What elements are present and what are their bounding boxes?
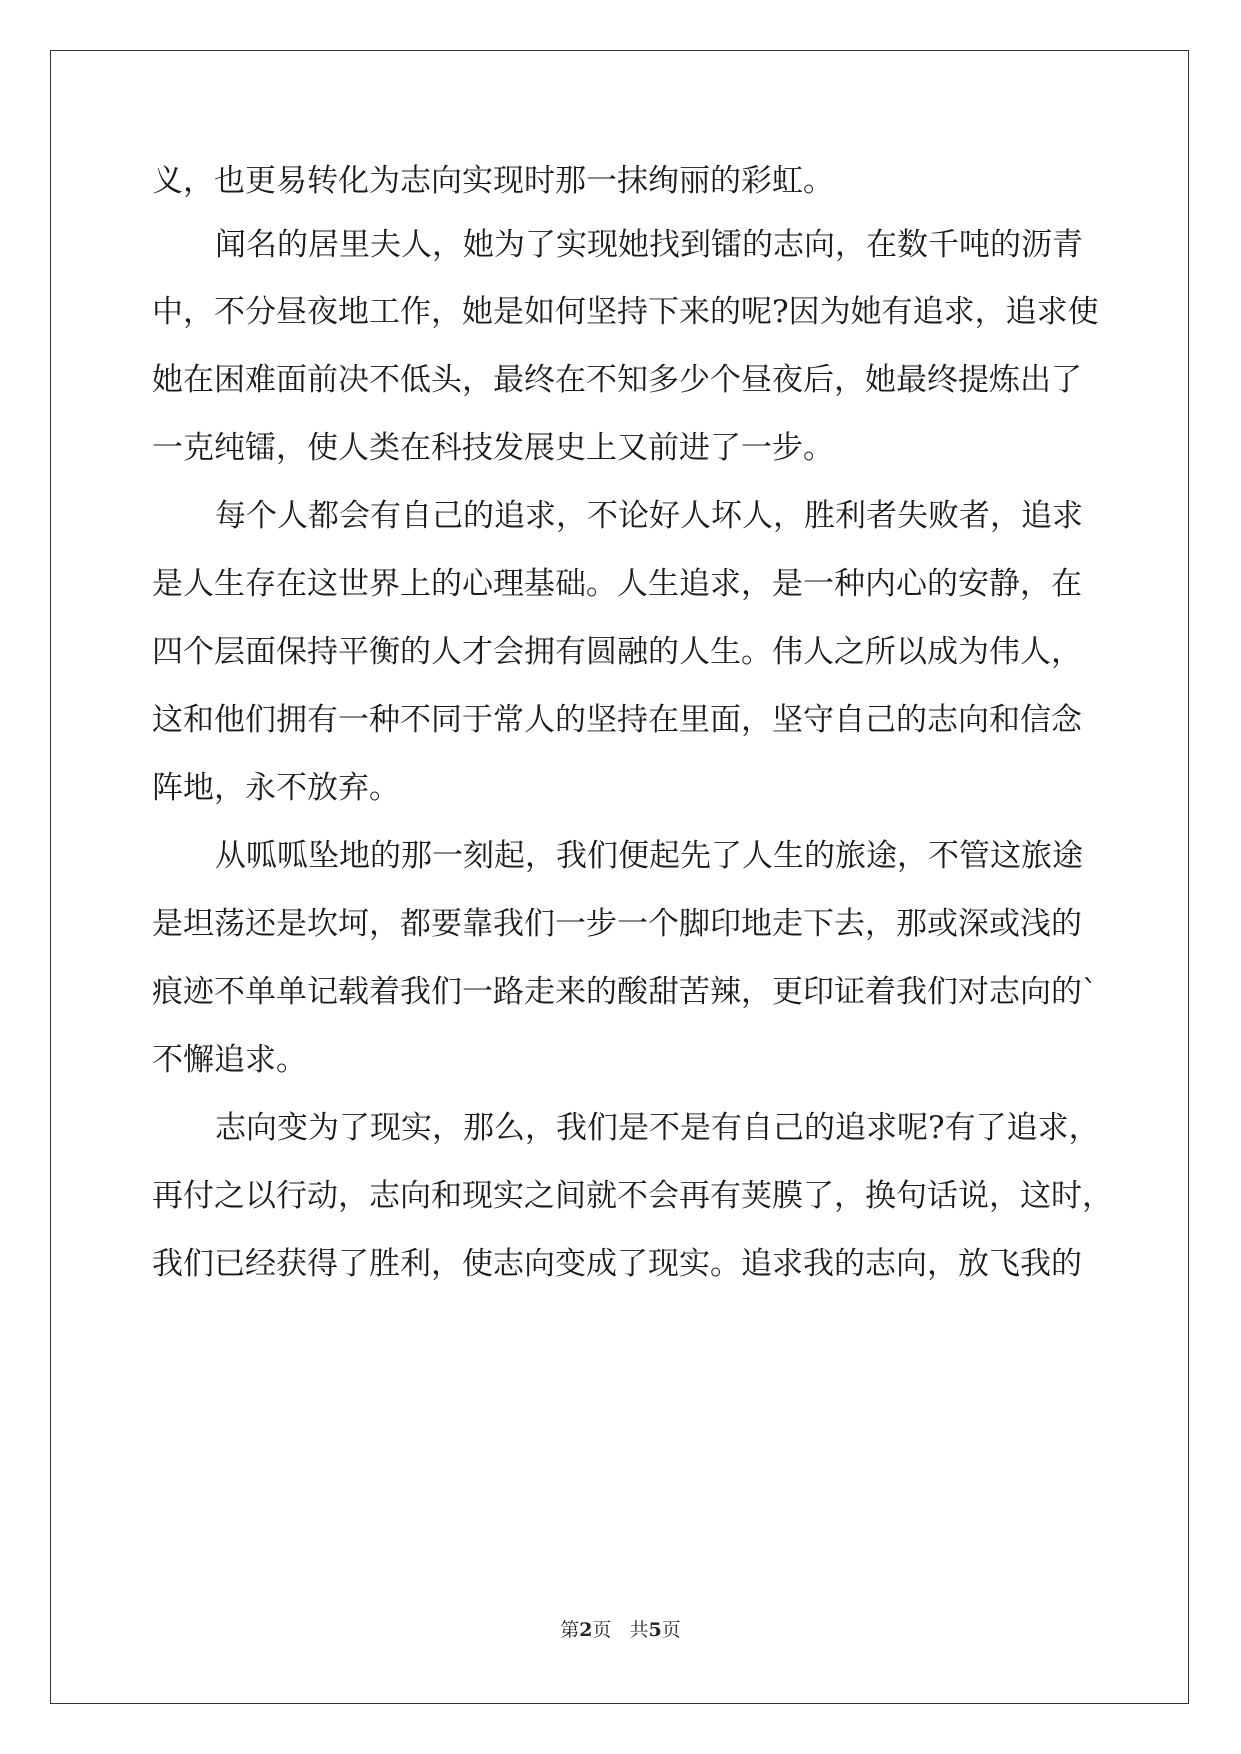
text-line: 痕迹不单单记载着我们一路走来的酸甜苦辣，更印证着我们对志向的` xyxy=(152,974,1098,1010)
text-line: 从呱呱坠地的那一刻起，我们便起先了人生的旅途，不管这旅途 xyxy=(215,838,1083,874)
page-total: 5 xyxy=(648,1619,662,1641)
text-line: 志向变为了现实，那么，我们是不是有自己的追求呢?有了追求， xyxy=(215,1110,1100,1146)
text-line: 每个人都会有自己的追求，不论好人坏人，胜利者失败者，追求 xyxy=(215,498,1083,534)
text-line: 再付之以行动，志向和现实之间就不会再有荚膜了，换句话说，这时， xyxy=(152,1178,1113,1214)
total-unit: 页 xyxy=(661,1619,681,1641)
text-line: 一克纯镭，使人类在科技发展史上又前进了一步。 xyxy=(152,430,834,466)
page-unit: 页 xyxy=(592,1619,612,1641)
text-line: 这和他们拥有一种不同于常人的坚持在里面，坚守自己的志向和信念 xyxy=(152,702,1082,738)
text-line: 是坦荡还是坎坷，都要靠我们一步一个脚印地走下去，那或深或浅的 xyxy=(152,906,1082,942)
page-number: 2 xyxy=(579,1619,593,1641)
text-line: 闻名的居里夫人，她为了实现她找到镭的志向，在数千吨的沥青 xyxy=(215,227,1083,263)
text-line: 中，不分昼夜地工作，她是如何坚持下来的呢?因为她有追求，追求使 xyxy=(152,294,1099,330)
text-line: 义，也更易转化为志向实现时那一抹绚丽的彩虹。 xyxy=(152,163,834,199)
text-line: 我们已经获得了胜利，使志向变成了现实。追求我的志向，放飞我的 xyxy=(152,1246,1082,1282)
total-prefix: 共 xyxy=(629,1619,649,1641)
text-line: 是人生存在这世界上的心理基础。人生追求，是一种内心的安静，在 xyxy=(152,566,1082,602)
text-line: 阵地，永不放弃。 xyxy=(152,770,400,806)
text-line: 她在困难面前决不低头，最终在不知多少个昼夜后，她最终提炼出了 xyxy=(152,362,1082,398)
text-line: 四个层面保持平衡的人才会拥有圆融的人生。伟人之所以成为伟人， xyxy=(152,634,1082,670)
text-line: 不懈追求。 xyxy=(152,1042,307,1078)
page-prefix: 第 xyxy=(560,1619,580,1641)
page-footer xyxy=(0,1618,1241,1642)
